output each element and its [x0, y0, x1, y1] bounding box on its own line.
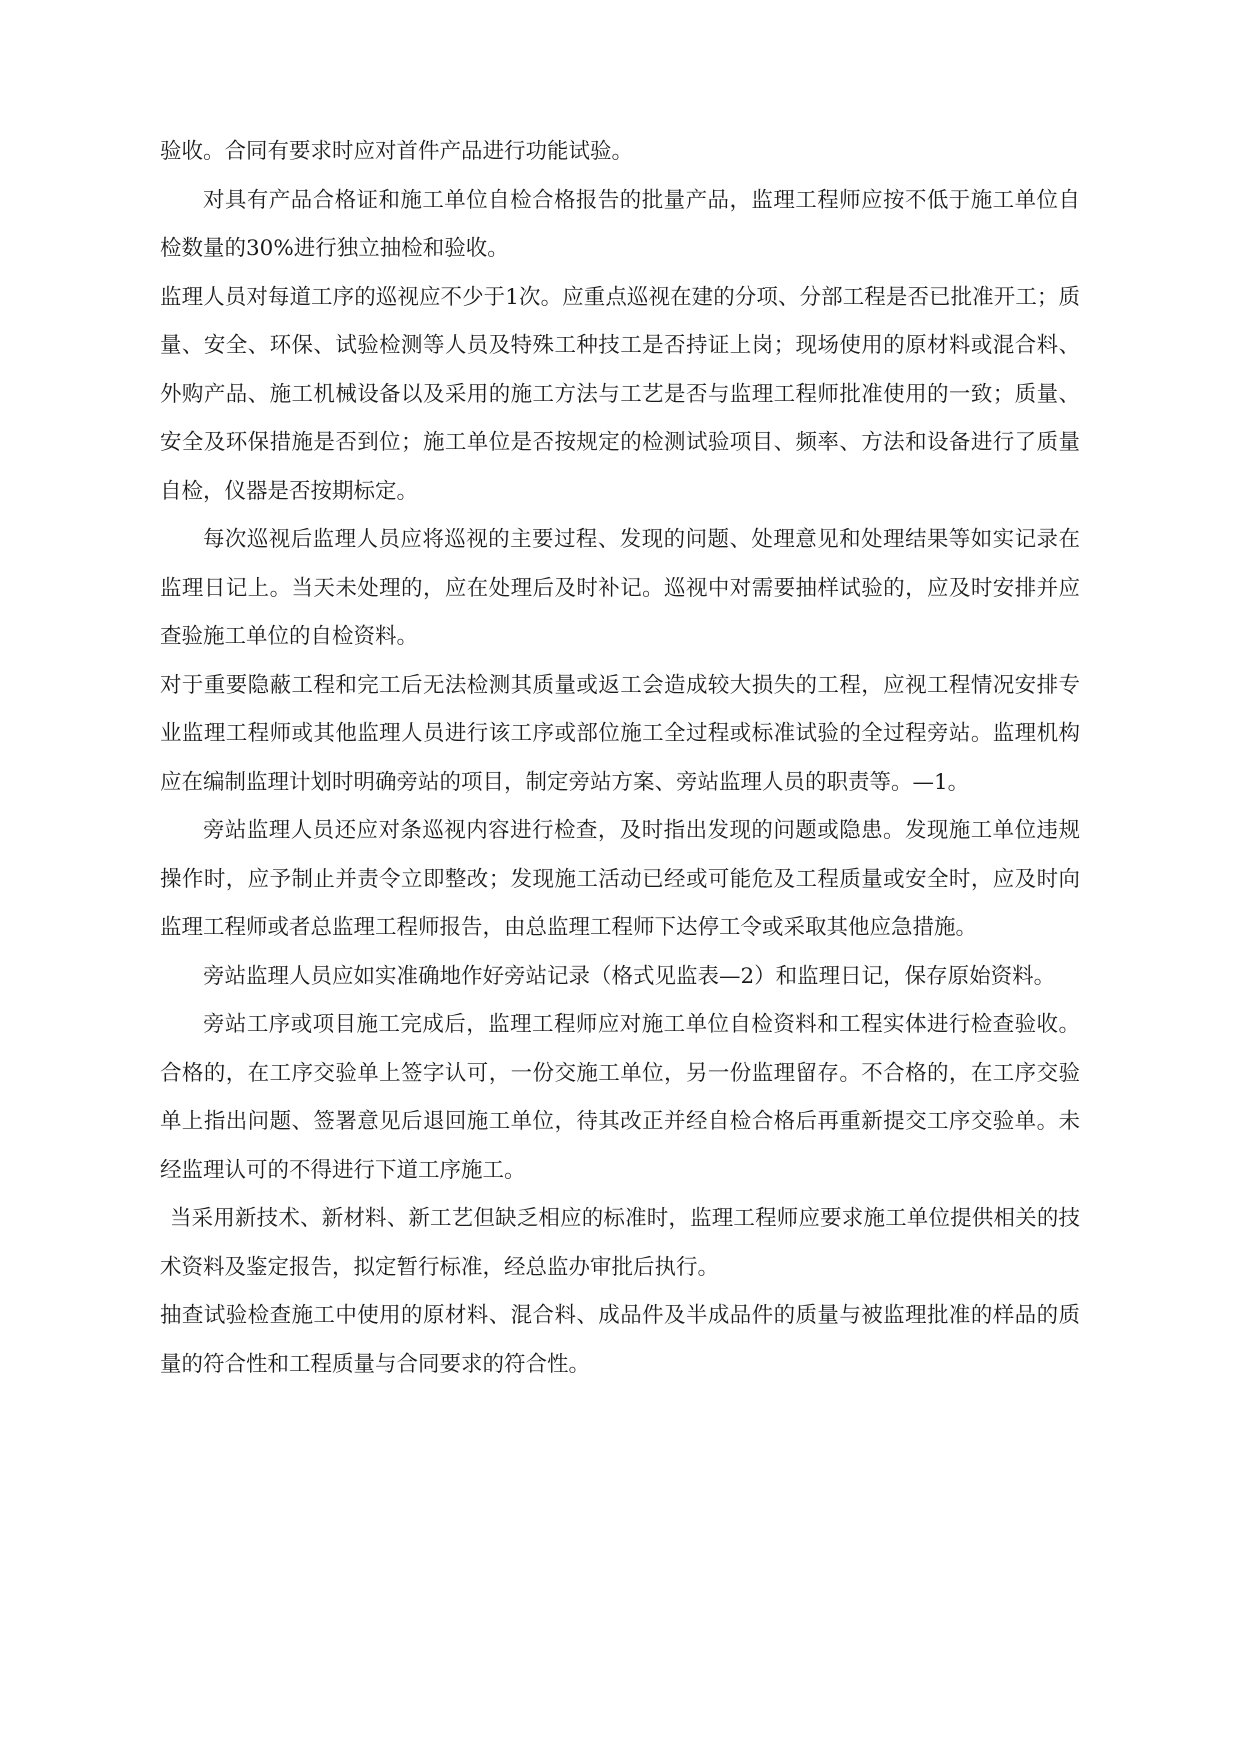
document-body — [160, 128, 1080, 1389]
paragraph-9: 当采用新技术、新材料、新工艺但缺乏相应的标准时，监理工程师应要求施工单位提供相关的技术资料及鉴定报告，拟定暂行标准，经总监办审批后执行。 — [160, 1206, 1080, 1280]
paragraph-10: 抽查试验检查施工中使用的原材料、混合料、成品件及半成品件的质量与被监理批准的样品的质量的符合性和工程质量与合同要求的符合性。 — [160, 1303, 1080, 1377]
paragraph-3: 监理人员对每道工序的巡视应不少于1次。应重点巡视在建的分项、分部工程是否已批准开工；质量、安全、环保、试验检测等人员及特殊工种技工是否持证上岗；现场使用的原材料或混合料、外购产品、施工机械设备以及采用的施工方法与工艺是否与监理工程师批准使用的一致；质量、安全及环保措施是否到位；施工单位是否按规定的检测试验项目、频率、方法和设备进行了质量自检，仪器是否按期标定。 — [160, 284, 1080, 504]
paragraph-1: 验收。合同有要求时应对首件产品进行功能试验。 — [160, 139, 634, 164]
paragraph-7: 旁站监理人员应如实准确地作好旁站记录（格式见监表—2）和监理日记，保存原始资料。 — [203, 963, 1056, 989]
paragraph-2: 对具有产品合格证和施工单位自检合格报告的批量产品，监理工程师应按不低于施工单位自检数量的30%进行独立抽检和验收。 — [160, 187, 1080, 261]
paragraph-5: 对于重要隐蔽工程和完工后无法检测其质量或返工会造成较大损失的工程，应视工程情况安排专业监理工程师或其他监理人员进行该工序或部位施工全过程或标准试验的全过程旁站。监理机构应在编制监理计划时明确旁站的项目，制定旁站方案、旁站监理人员的职责等。—1。 — [160, 672, 1080, 795]
paragraph-4: 每次巡视后监理人员应将巡视的主要过程、发现的问题、处理意见和处理结果等如实记录在监理日记上。当天未处理的，应在处理后及时补记。巡视中对需要抽样试验的，应及时安排并应查验施工单位的自检资料。 — [160, 527, 1080, 649]
paragraph-8: 旁站工序或项目施工完成后，监理工程师应对施工单位自检资料和工程实体进行检查验收。合格的，在工序交验单上签字认可，一份交施工单位，另一份监理留存。不合格的，在工序交验单上指出问题、签署意见后退回施工单位，待其改正并经自检合格后再重新提交工序交验单。未经监理认可的不得进行下道工序施工。 — [160, 1012, 1080, 1183]
paragraph-6: 旁站监理人员还应对条巡视内容进行检查，及时指出发现的问题或隐患。发现施工单位违规操作时，应予制止并责令立即整改；发现施工活动已经或可能危及工程质量或安全时，应及时向监理工程师或者总监理工程师报告，由总监理工程师下达停工令或采取其他应急措施。 — [160, 818, 1080, 940]
